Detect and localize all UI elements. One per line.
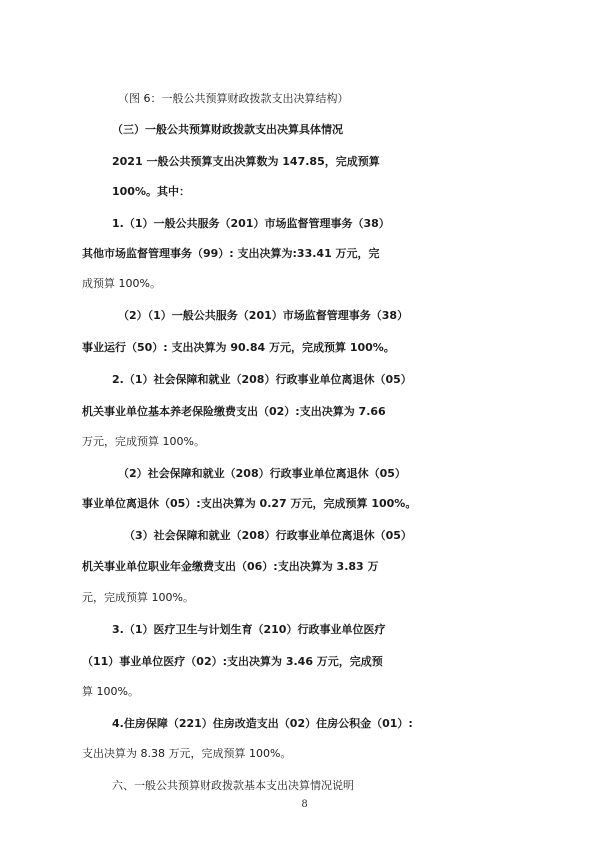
paragraph-line: 事业运行（50）: 支出决算为 90.84 万元，完成预算 100%。 [82,341,395,354]
section-heading: （三）一般公共预算财政拨款支出决算具体情况 [112,123,343,136]
paragraph-line: （11）事业单位医疗（02）:支出决算为 3.46 万元，完成预 [82,655,383,668]
paragraph-line: 机关事业单位基本养老保险缴费支出（02）:支出决算为 7.66 [82,405,386,418]
paragraph-line: 2021 一般公共预算支出决算数为 147.85，完成预算 [112,155,380,168]
paragraph-line: 支出决算为 8.38 万元，完成预算 100%。 [82,747,292,760]
page-number: 8 [301,799,308,810]
paragraph-line: 机关事业单位职业年金缴费支出（06）:支出决算为 3.83 万 [82,560,379,573]
paragraph-line: （3）社会保障和就业（208）行政事业单位离退休（05） [124,529,412,542]
paragraph-line: 4.住房保障（221）住房改造支出（02）住房公积金（01）: [112,717,413,730]
paragraph-line: 元，完成预算 100%。 [82,591,194,604]
paragraph-line: 万元，完成预算 100%。 [82,435,205,448]
paragraph-line: 2.（1）社会保障和就业（208）行政事业单位离退休（05） [112,373,412,386]
paragraph-line: 成预算 100%。 [82,277,161,290]
figure-caption: （图 6：一般公共预算财政拨款支出决算结构） [118,92,349,105]
paragraph-line: 算 100%。 [82,685,139,698]
paragraph-line: 100%。其中： [112,185,190,198]
paragraph-line: （2）（1）一般公共服务（201）市场监督管理事务（38） [118,309,409,322]
paragraph-line: 其他市场监督管理事务（99）: 支出决算为:33.41 万元，完 [82,247,380,260]
paragraph-line: 1.（1）一般公共服务（201）市场监督管理事务（38） [112,217,390,230]
paragraph-line: 事业单位离退休（05）:支出决算为 0.27 万元，完成预算 100%。 [82,497,417,510]
section-heading: 六、一般公共预算财政拨款基本支出决算情况说明 [112,779,354,792]
paragraph-line: 3.（1）医疗卫生与计划生育（210）行政事业单位医疗 [112,623,386,636]
paragraph-line: （2）社会保障和就业（208）行政事业单位离退休（05） [118,467,406,480]
